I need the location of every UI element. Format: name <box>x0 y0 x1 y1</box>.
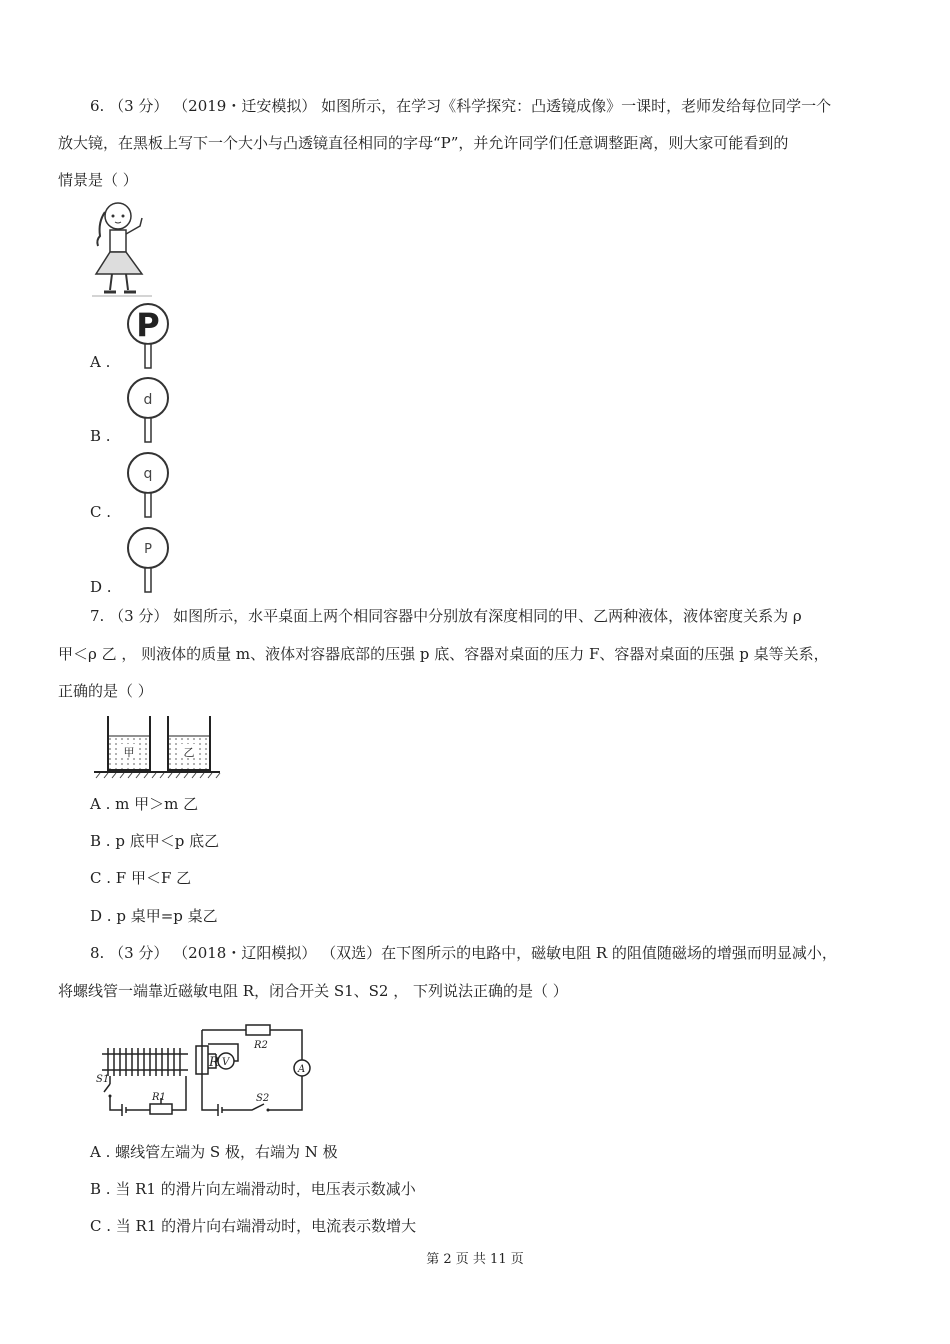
q8-option-b: B . 当 R1 的滑片向左端滑动时，电压表示数减小 <box>90 1180 416 1198</box>
q6-option-b-magnifier <box>125 376 171 444</box>
container-yi-label: 乙 <box>183 746 195 759</box>
containers-figure <box>90 712 225 782</box>
q7-option-a: A . m 甲＞m 乙 <box>90 795 199 813</box>
q6-option-a-magnifier <box>125 302 171 370</box>
q8-line-2: 将螺线管一端靠近磁敏电阻 R，闭合开关 S1、S2 ， 下列说法正确的是（ ） <box>58 982 568 1000</box>
q7-line-1: 7. （3 分） 如图所示，水平桌面上两个相同容器中分别放有深度相同的甲、乙两种液体，液体密度关系为 ρ <box>90 607 802 625</box>
circuit-label-r1: R1 <box>152 1092 166 1103</box>
q6-option-b-glyph: d <box>143 392 153 408</box>
q6-option-c-glyph: q <box>143 466 153 482</box>
q6-option-a-glyph: P <box>136 306 160 344</box>
q8-option-c: C . 当 R1 的滑片向右端滑动时，电流表示数增大 <box>90 1217 417 1235</box>
q8-line-1: 8. （3 分） （2018・辽阳模拟） （双选）在下图所示的电路中，磁敏电阻 R 的阻值随磁场的增强而明显减小， <box>90 944 837 962</box>
q6-line-3: 情景是（ ） <box>58 171 138 189</box>
circuit-label-s1: S1 <box>96 1074 110 1085</box>
circuit-figure <box>92 1024 314 1118</box>
q6-line-2: 放大镜，在黑板上写下一个大小与凸透镜直径相同的字母“P”，并允许同学们任意调整距离，则大家可能看到的 <box>58 134 789 152</box>
container-jia-label: 甲 <box>123 746 135 759</box>
q7-line-2: 甲＜ρ 乙 ， 则液体的质量 m、液体对容器底部的压强 p 底、容器对桌面的压力 F、容器对桌面的压强 p 桌等关系， <box>58 645 829 663</box>
q6-line-1: 6. （3 分） （2019・迁安模拟） 如图所示，在学习《科学探究：凸透镜成像》一课时，老师发给每位同学一个 <box>90 97 832 115</box>
q7-option-d: D . p 桌甲=p 桌乙 <box>90 907 218 925</box>
q7-option-c: C . F 甲＜F 乙 <box>90 869 192 887</box>
page-footer: 第 2 页 共 11 页 <box>426 1252 524 1267</box>
q6-option-d-glyph: P <box>144 542 152 557</box>
circuit-label-r2: R2 <box>254 1040 268 1051</box>
girl-figure <box>88 200 158 300</box>
q6-option-b-label: B . <box>90 427 111 445</box>
circuit-label-v: V <box>222 1057 230 1068</box>
q7-line-3: 正确的是（ ） <box>58 682 153 700</box>
q6-option-c-label: C . <box>90 503 112 521</box>
circuit-label-r: R <box>209 1055 219 1070</box>
q6-option-c-magnifier <box>125 451 171 519</box>
circuit-label-s2: S2 <box>256 1093 270 1104</box>
circuit-label-a: A <box>298 1064 306 1075</box>
q7-option-b: B . p 底甲＜p 底乙 <box>90 832 220 850</box>
q6-option-d-label: D . <box>90 578 112 596</box>
q8-option-a: A . 螺线管左端为 S 极，右端为 N 极 <box>90 1143 338 1161</box>
q6-option-d-magnifier <box>125 526 171 594</box>
q6-option-a-label: A . <box>90 353 111 371</box>
